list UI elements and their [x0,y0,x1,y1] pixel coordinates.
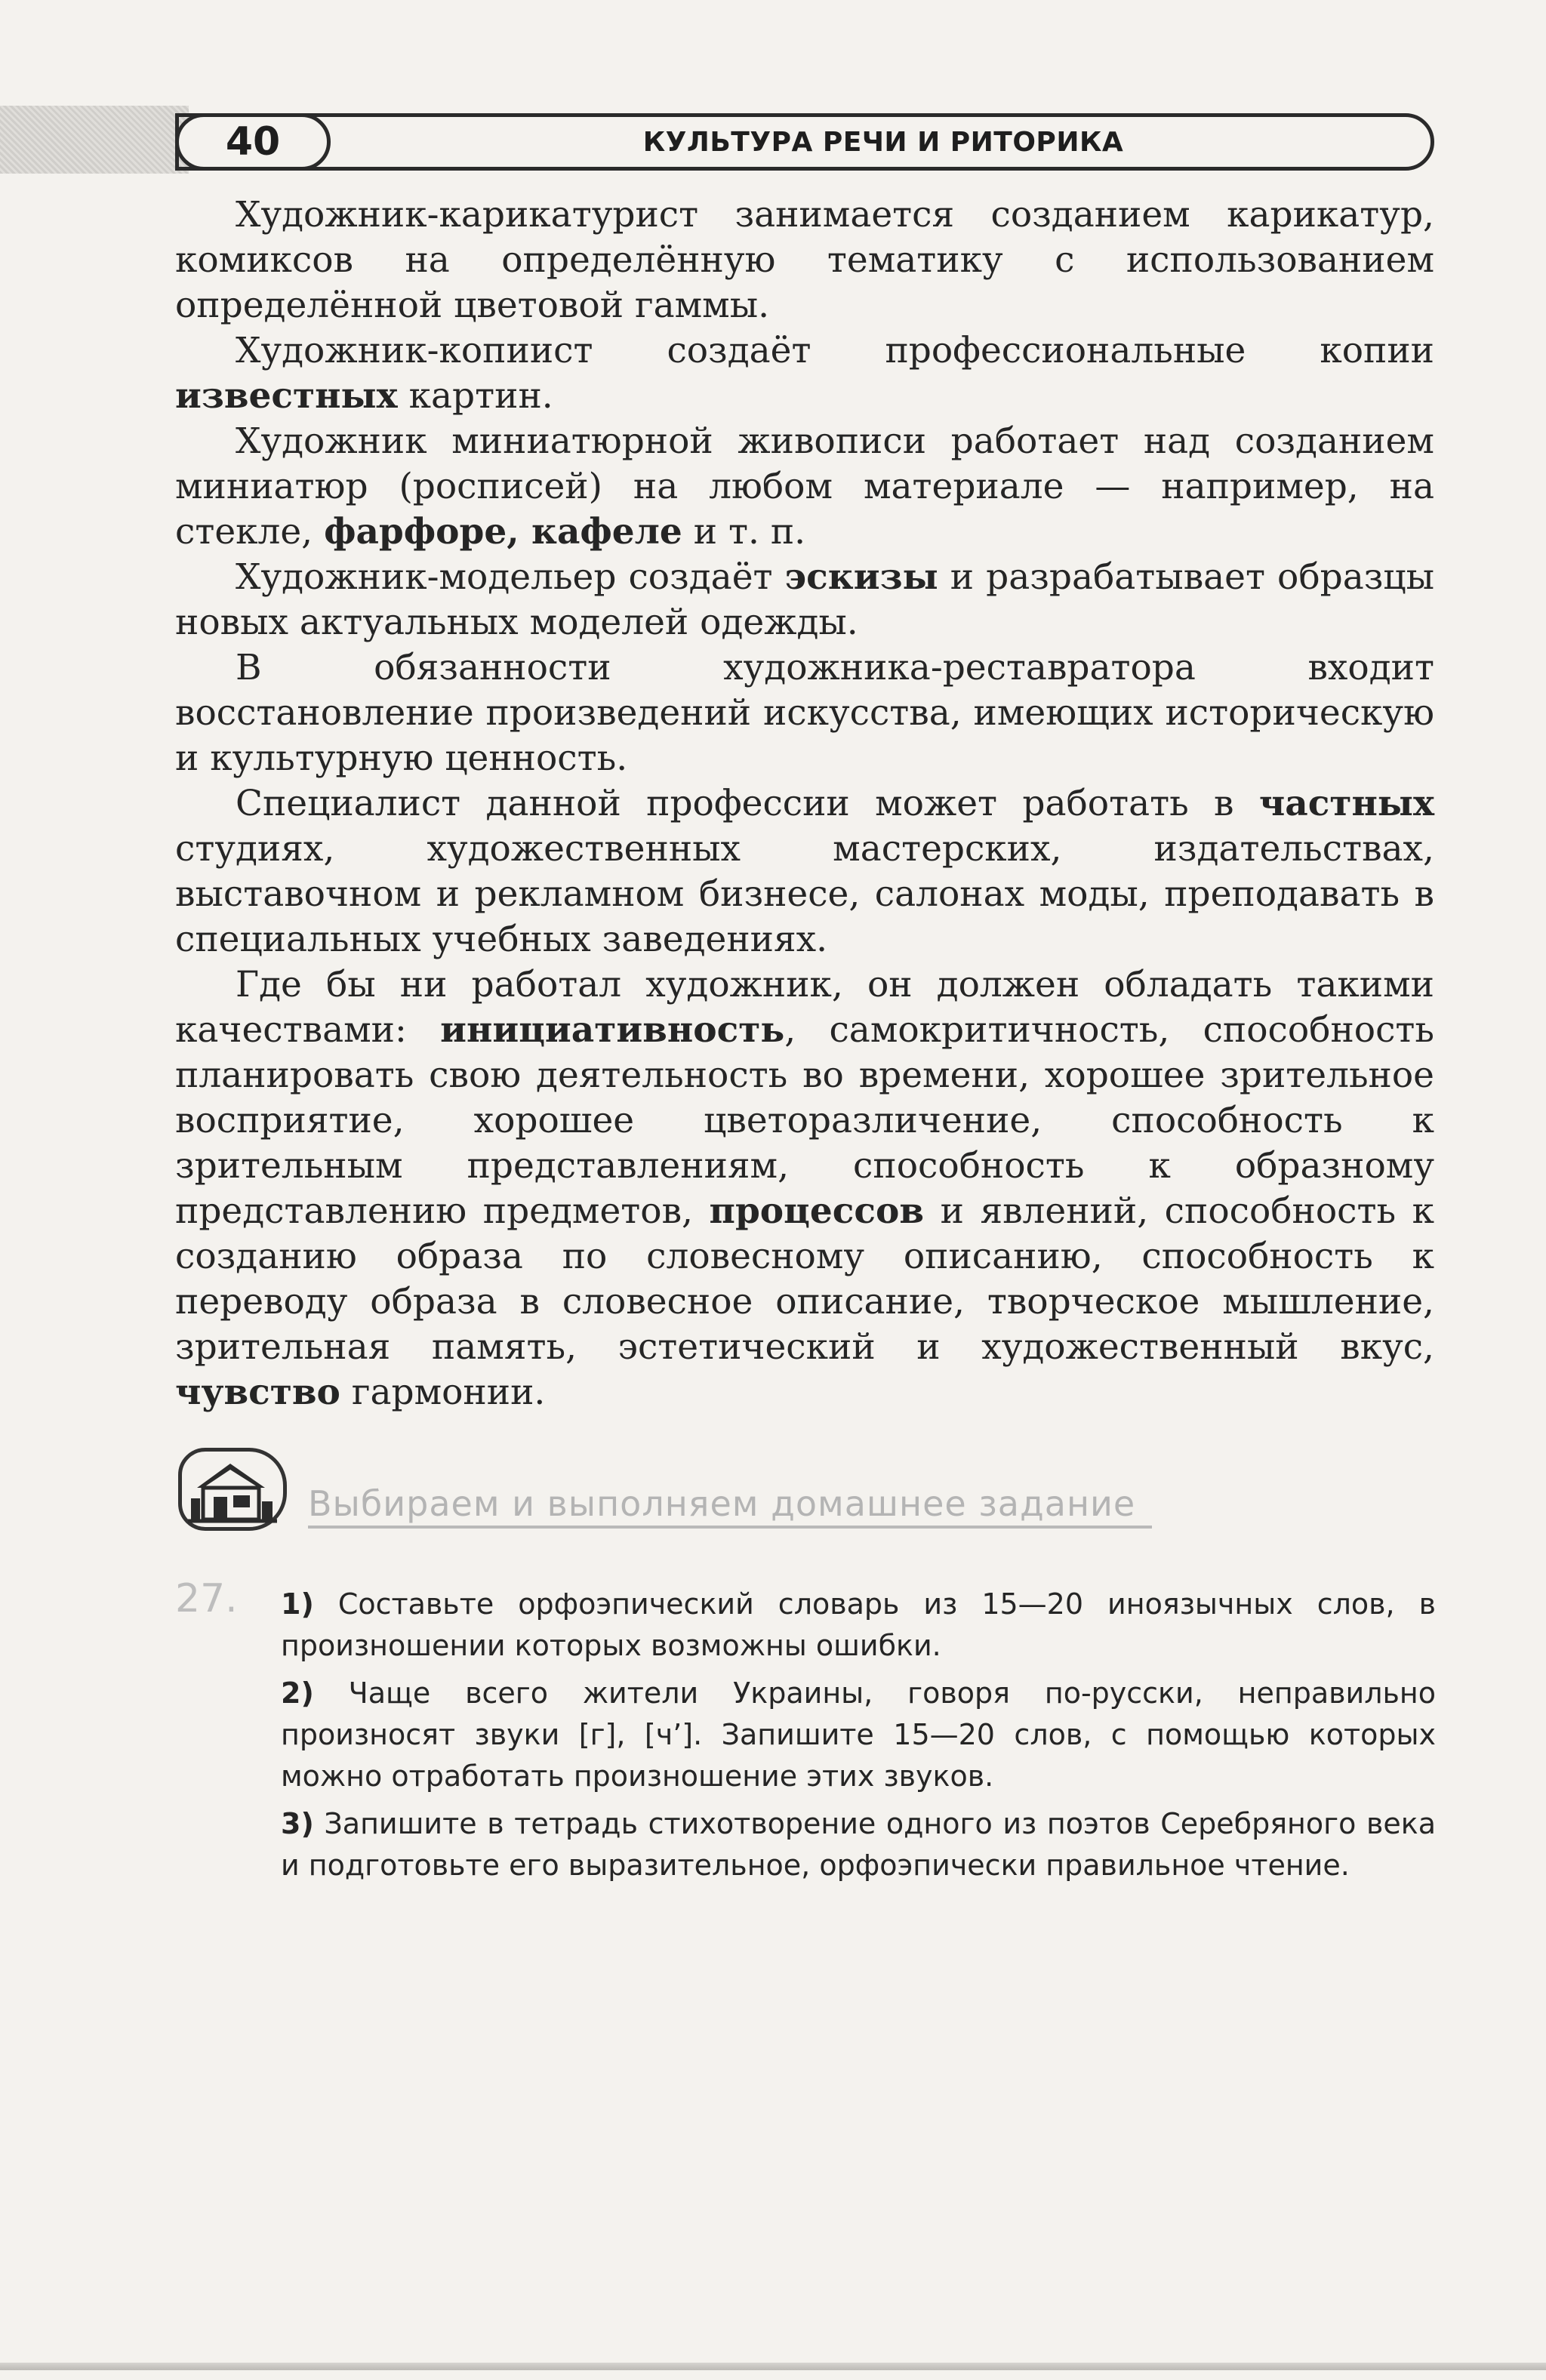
homework-section-title: Выбираем и выполняем домашнее задание [308,1483,1152,1529]
text-run: Художник-копиист создаёт профессиональные копии [236,330,1434,371]
text-run: Где бы ни работал художник, он должен обладать такими качествами: [175,964,1434,1051]
body-paragraph [175,645,1434,781]
body-paragraph [175,328,1434,419]
text-run: Художник-модельер создаёт [236,556,785,598]
body-paragraph [175,192,1434,328]
text-run: гармонии. [340,1372,546,1413]
text-run: и явлений, способность к созданию образа по словесному описанию, способность к переводу образа в словесное описание, творческое мышление, зрительная память, эстетический и художественный вкус, [175,1190,1434,1368]
task-item [281,1803,1436,1886]
house-icon [178,1448,287,1531]
text-run: Художник миниатюрной живописи работает над созданием миниатюр (росписей) на любом материале — например, на стекле, [175,420,1434,553]
bold-term: инициативность [440,1009,785,1051]
task-number: 27. [175,1576,238,1621]
text-run: картин. [397,375,553,417]
task-item-number: 2) [281,1676,314,1710]
bold-term: процессов [709,1190,925,1232]
task-item-number: 1) [281,1587,314,1621]
header-texture [0,106,189,174]
task-item-text: Чаще всего жители Украины, говоря по-русски, неправильно произносят звуки [г], [ч’]. Запишите 15—20 слов, с помощью которых можно отработать произношение этих звуков. [281,1676,1436,1793]
task-item-text: Запишите в тетрадь стихотворение одного из поэтов Серебряного века и подготовьте его выразительное, орфоэпически правильное чтение. [281,1807,1436,1882]
bold-term: эскизы [784,556,938,598]
text-run: , самокритичность, способность планировать свою деятельность во времени, хорошее зрительное восприятие, хорошее цветоразличение, способность к зрительным представлениям, способность к образному представлению предметов, [175,1009,1434,1232]
task-item-text: Составьте орфоэпический словарь из 15—20 иноязычных слов, в произношении которых возможны ошибки. [281,1587,1436,1662]
task-item-number: 3) [281,1807,314,1840]
main-text [175,192,1434,1415]
text-run: студиях, художественных мастерских, издательствах, выставочном и рекламном бизнесе, салонах моды, преподавать в специальных учебных заведениях. [175,828,1434,960]
text-run: и разрабатывает образцы новых актуальных моделей одежды. [175,556,1435,643]
body-paragraph [175,962,1434,1415]
page-number: 40 [175,113,331,171]
body-paragraph [175,781,1434,962]
text-run: В обязанности художника-реставратора входит восстановление произведений искусства, имеющих историческую и культурную ценность. [175,647,1434,779]
page-bottom-edge [0,2363,1546,2370]
bold-term: частных [1258,783,1434,824]
bold-term: известных [175,375,398,417]
task-item [281,1673,1436,1797]
task-item [281,1584,1436,1667]
text-run: Специалист данной профессии может работать в [236,783,1259,824]
body-paragraph [175,555,1434,645]
homework-tasks [281,1584,1436,1892]
bold-term: чувство [175,1372,340,1413]
body-paragraph [175,419,1434,555]
bold-term: фарфоре, кафеле [324,511,682,553]
text-run: Художник-карикатурист занимается созданием карикатур, комиксов на определённую тематику с использованием определённой цветовой гаммы. [175,194,1434,326]
running-title: КУЛЬТУРА РЕЧИ И РИТОРИКА [642,126,1124,158]
text-run: и т. п. [682,511,806,553]
